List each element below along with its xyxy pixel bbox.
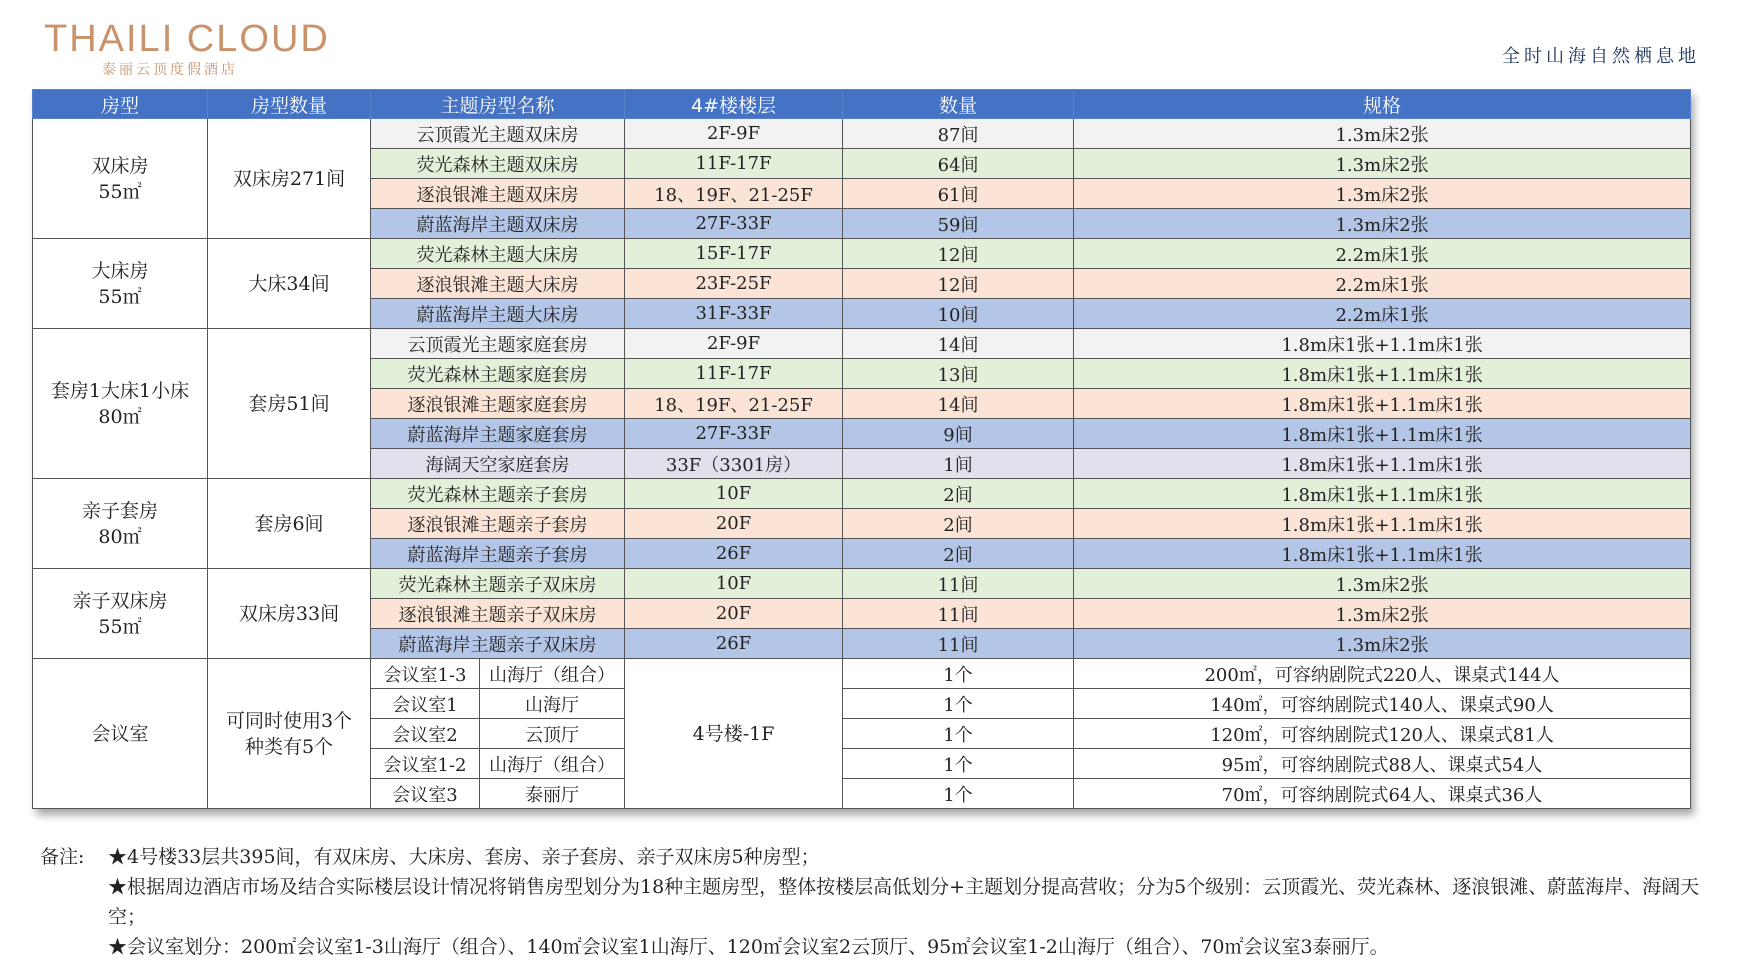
header-floor: 4#楼楼层 [625,90,843,119]
spec-cell: 1.3m床2张 [1074,629,1691,659]
spec-cell: 140㎡，可容纳剧院式140人、课桌式90人 [1074,689,1691,719]
meeting-room-name-cell: 会议室2 [371,719,480,749]
slogan: 全时山海自然栖息地 [1502,46,1700,67]
spec-cell: 1.3m床2张 [1074,599,1691,629]
spec-cell: 1.8m床1张+1.1m床1张 [1074,389,1691,419]
theme-name-cell: 蔚蓝海岸主题大床房 [371,299,625,329]
meeting-hall-name-cell: 山海厅 [480,689,625,719]
theme-name-cell: 荧光森林主题亲子套房 [371,479,625,509]
room-type-cell [33,119,208,239]
floor-cell: 27F-33F [625,209,843,239]
spec-cell: 2.2m床1张 [1074,299,1691,329]
quantity-cell: 59间 [843,209,1074,239]
floor-cell: 31F-33F [625,299,843,329]
note-line-3: ★会议室划分：200㎡会议室1-3山海厅（组合）、140㎡会议室1山海厅、120㎡会议室2云顶厅、95㎡会议室1-2山海厅（组合）、70㎡会议室3泰丽厅。 [108,936,1389,958]
floor-cell: 27F-33F [625,419,843,449]
quantity-cell: 10间 [843,299,1074,329]
quantity-cell: 1个 [843,779,1074,809]
spec-cell: 1.8m床1张+1.1m床1张 [1074,359,1691,389]
room-count-cell: 大床34间 [208,239,371,329]
quantity-cell: 14间 [843,389,1074,419]
brand-logo [44,18,330,79]
notes-label: 备注: [40,846,85,868]
theme-name-cell: 逐浪银滩主题家庭套房 [371,389,625,419]
room-count-cell: 双床房33间 [208,569,371,659]
logo-title: THAILI CLOUD [44,18,330,60]
table-row [33,119,1691,149]
theme-name-cell: 蔚蓝海岸主题家庭套房 [371,419,625,449]
quantity-cell: 11间 [843,599,1074,629]
quantity-cell: 14间 [843,329,1074,359]
spec-cell: 70㎡，可容纳剧院式64人、课桌式36人 [1074,779,1691,809]
room-type-table-container [32,89,1690,809]
quantity-cell: 64间 [843,149,1074,179]
quantity-cell: 61间 [843,179,1074,209]
spec-cell: 1.3m床2张 [1074,149,1691,179]
header-theme-name: 主题房型名称 [371,90,625,119]
meeting-room-name-cell: 会议室1 [371,689,480,719]
theme-name-cell: 荧光森林主题家庭套房 [371,359,625,389]
floor-cell: 26F [625,629,843,659]
header-room-count: 房型数量 [208,90,371,119]
quantity-cell: 13间 [843,359,1074,389]
quantity-cell: 1个 [843,689,1074,719]
floor-cell: 10F [625,479,843,509]
spec-cell: 120㎡，可容纳剧院式120人、课桌式81人 [1074,719,1691,749]
quantity-cell: 9间 [843,419,1074,449]
room-type-label: 套房1大床1小床 80㎡ [50,379,190,428]
theme-name-cell: 逐浪银滩主题亲子双床房 [371,599,625,629]
quantity-cell: 12间 [843,239,1074,269]
floor-cell: 15F-17F [625,239,843,269]
spec-cell: 1.3m床2张 [1074,569,1691,599]
table-row [33,479,1691,509]
room-type-cell [33,239,208,329]
room-type-label: 亲子套房 80㎡ [81,499,158,548]
theme-name-cell: 蔚蓝海岸主题亲子套房 [371,539,625,569]
floor-cell: 2F-9F [625,119,843,149]
meeting-count-label: 可同时使用3个 种类有5个 [225,709,353,758]
quantity-cell: 87间 [843,119,1074,149]
theme-name-cell: 云顶霞光主题双床房 [371,119,625,149]
theme-name-cell: 荧光森林主题大床房 [371,239,625,269]
floor-cell: 18、19F、21-25F [625,389,843,419]
theme-name-cell: 蔚蓝海岸主题亲子双床房 [371,629,625,659]
quantity-cell: 11间 [843,569,1074,599]
floor-cell: 20F [625,509,843,539]
quantity-cell: 1间 [843,449,1074,479]
header-quantity: 数量 [843,90,1074,119]
meeting-hall-name-cell: 山海厅（组合） [480,659,625,689]
quantity-cell: 2间 [843,539,1074,569]
meeting-hall-name-cell: 云顶厅 [480,719,625,749]
spec-cell: 1.3m床2张 [1074,179,1691,209]
table-row [33,329,1691,359]
note-line-2: ★根据周边酒店市场及结合实际楼层设计情况将销售房型划分为18种主题房型，整体按楼层高低划分+主题划分提高营收；分为5个级别：云顶霞光、荧光森林、逐浪银滩、蔚蓝海岸、海阔天空； [108,876,1700,928]
spec-cell: 95㎡，可容纳剧院式88人、课桌式54人 [1074,749,1691,779]
spec-cell: 1.8m床1张+1.1m床1张 [1074,479,1691,509]
spec-cell: 1.8m床1张+1.1m床1张 [1074,509,1691,539]
theme-name-cell: 荧光森林主题亲子双床房 [371,569,625,599]
spec-cell: 1.8m床1张+1.1m床1张 [1074,419,1691,449]
spec-cell: 2.2m床1张 [1074,239,1691,269]
room-type-label: 大床房 55㎡ [91,259,149,308]
room-type-cell [33,479,208,569]
note-line-1: ★4号楼33层共395间，有双床房、大床房、套房、亲子套房、亲子双床房5种房型； [108,846,820,868]
floor-cell: 18、19F、21-25F [625,179,843,209]
room-type-cell [33,329,208,479]
meeting-room-row [33,659,1691,689]
quantity-cell: 12间 [843,269,1074,299]
room-type-table [32,89,1691,809]
floor-cell: 26F [625,539,843,569]
theme-name-cell: 逐浪银滩主题大床房 [371,269,625,299]
meeting-hall-name-cell: 山海厅（组合） [480,749,625,779]
quantity-cell: 11间 [843,629,1074,659]
meeting-count-cell [208,659,371,809]
quantity-cell: 1个 [843,659,1074,689]
table-header-row [33,90,1691,119]
meeting-room-name-cell: 会议室1-2 [371,749,480,779]
header-spec: 规格 [1074,90,1691,119]
quantity-cell: 1个 [843,749,1074,779]
floor-cell: 33F（3301房） [625,449,843,479]
meeting-floor-cell: 4号楼-1F [625,659,843,809]
spec-cell: 1.8m床1张+1.1m床1张 [1074,329,1691,359]
floor-cell: 2F-9F [625,329,843,359]
spec-cell: 1.3m床2张 [1074,119,1691,149]
meeting-room-name-cell: 会议室1-3 [371,659,480,689]
floor-cell: 20F [625,599,843,629]
theme-name-cell: 逐浪银滩主题双床房 [371,179,625,209]
header-room-type: 房型 [33,90,208,119]
meeting-hall-name-cell: 泰丽厅 [480,779,625,809]
room-count-cell: 套房51间 [208,329,371,479]
quantity-cell: 2间 [843,479,1074,509]
spec-cell: 1.3m床2张 [1074,209,1691,239]
table-row [33,239,1691,269]
floor-cell: 10F [625,569,843,599]
floor-cell: 23F-25F [625,269,843,299]
theme-name-cell: 逐浪银滩主题亲子套房 [371,509,625,539]
spec-cell: 1.8m床1张+1.1m床1张 [1074,449,1691,479]
floor-cell: 11F-17F [625,359,843,389]
floor-cell: 11F-17F [625,149,843,179]
theme-name-cell: 荧光森林主题双床房 [371,149,625,179]
room-count-cell: 套房6间 [208,479,371,569]
quantity-cell: 1个 [843,719,1074,749]
room-type-cell [33,569,208,659]
notes-section [40,842,1700,962]
room-count-cell: 双床房271间 [208,119,371,239]
meeting-room-name-cell: 会议室3 [371,779,480,809]
theme-name-cell: 蔚蓝海岸主题双床房 [371,209,625,239]
room-type-label: 双床房 55㎡ [91,154,149,203]
spec-cell: 200㎡，可容纳剧院式220人、课桌式144人 [1074,659,1691,689]
spec-cell: 1.8m床1张+1.1m床1张 [1074,539,1691,569]
theme-name-cell: 云顶霞光主题家庭套房 [371,329,625,359]
quantity-cell: 2间 [843,509,1074,539]
meeting-type-cell: 会议室 [33,659,208,809]
theme-name-cell: 海阔天空家庭套房 [371,449,625,479]
logo-subtitle: 泰丽云顶度假酒店 [102,62,238,78]
table-row [33,569,1691,599]
spec-cell: 2.2m床1张 [1074,269,1691,299]
room-type-label: 亲子双床房 55㎡ [72,589,168,638]
